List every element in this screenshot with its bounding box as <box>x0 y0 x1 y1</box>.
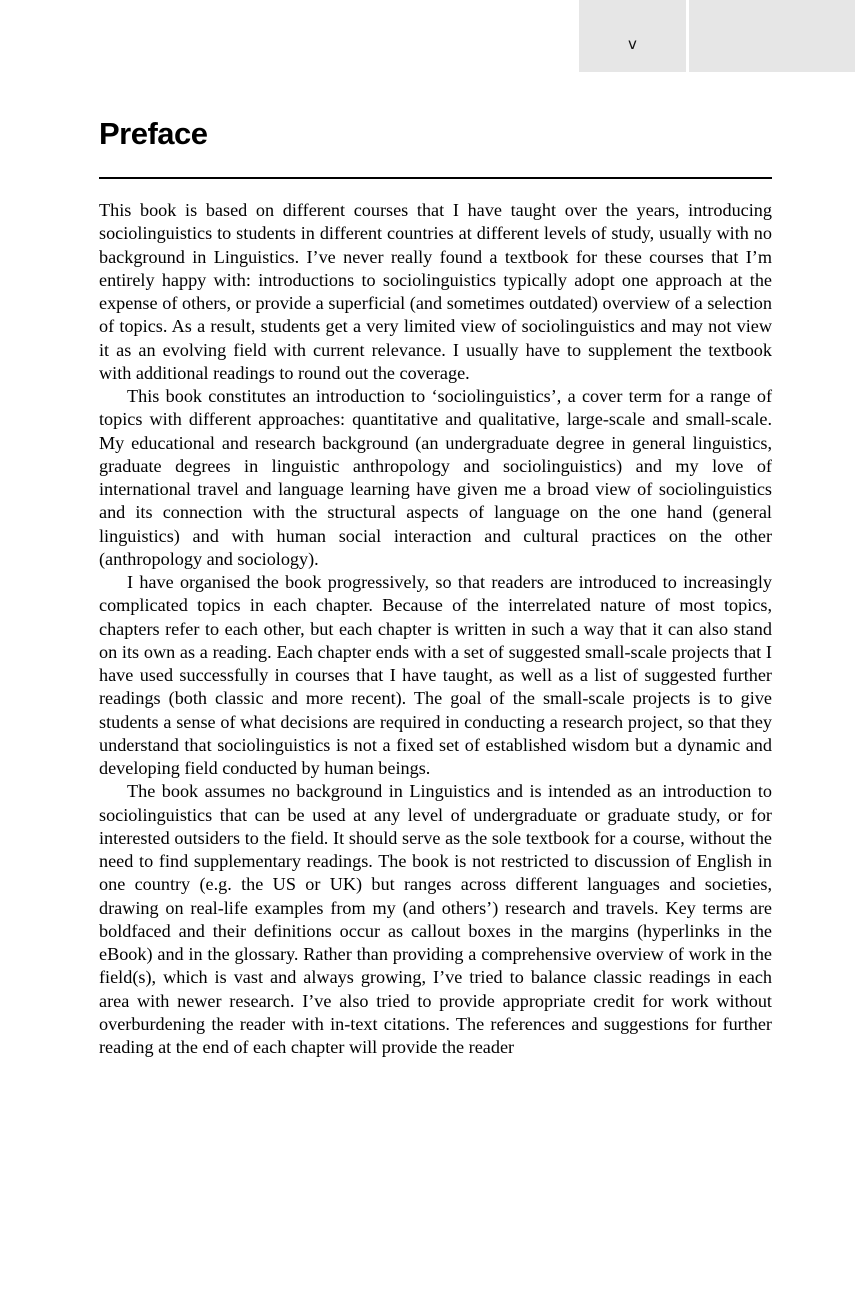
page-title: Preface <box>99 116 208 151</box>
paragraph-3: I have organised the book progressively, so that readers are introduced to increasingly complicated topics in each chapter. Because of the interrelated nature of most topics, chapters refer to each other, but each chapter is written in such a way that it can also stand on its own as a reading. Each chapter ends with a set of suggested small-scale projects that I have used successfully in courses that I have taught, as well as a list of suggested further readings (both classic and more recent). The goal of the small-scale projects is to give students a sense of what decisions are required in conducting a research project, so that they understand that sociolinguistics is not a fixed set of established wisdom but a dynamic and developing field conducted by human beings. <box>99 572 772 778</box>
preface-body <box>99 199 772 1059</box>
page-number: v <box>628 35 637 53</box>
paragraph-4: The book assumes no background in Linguistics and is intended as an introduction to sociolinguistics that can be used at any level of undergraduate or graduate study, or for interested outsiders to the field. It should serve as the sole textbook for a course, without the need to find supplementary readings. The book is not restricted to discussion of English in one country (e.g. the US or UK) but ranges across different languages and societies, drawing on real-life examples from my (and others’) research and travels. Key terms are boldfaced and their definitions occur as callout boxes in the margins (hyperlinks in the eBook) and in the glossary. Rather than providing a comprehensive overview of work in the field(s), which is vast and always growing, I’ve tried to balance classic readings in each area with newer research. I’ve also tried to provide appropriate credit for work without overburdening the reader with in-text citations. The references and suggestions for further reading at the end of each chapter will provide the reader <box>99 781 772 1057</box>
paragraph-2: This book constitutes an introduction to ‘sociolinguistics’, a cover term for a range of topics with different approaches: quantitative and qualitative, large-scale and small-scale. My educational and research background (an undergraduate degree in general linguistics, graduate degrees in linguistic anthropology and sociolinguistics) and my love of international travel and language learning have given me a broad view of sociolinguistics and its connection with the structural aspects of language on the one hand (general linguistics) and with human social interaction and cultural practices on the other (anthropology and sociology). <box>99 386 772 569</box>
header-tab-blank <box>689 0 855 72</box>
title-divider <box>99 177 772 179</box>
paragraph-1: This book is based on different courses that I have taught over the years, introducing sociolinguistics to students in different countries at different levels of study, usually with no background in Linguistics. I’ve never really found a textbook for these courses that I’m entirely happy with: introductions to sociolinguistics typically adopt one approach at the expense of others, or provide a superficial (and sometimes outdated) overview of a selection of topics. As a result, students get a very limited view of sociolinguistics and may not view it as an evolving field with current relevance. I usually have to supplement the textbook with additional readings to round out the coverage. <box>99 200 772 383</box>
